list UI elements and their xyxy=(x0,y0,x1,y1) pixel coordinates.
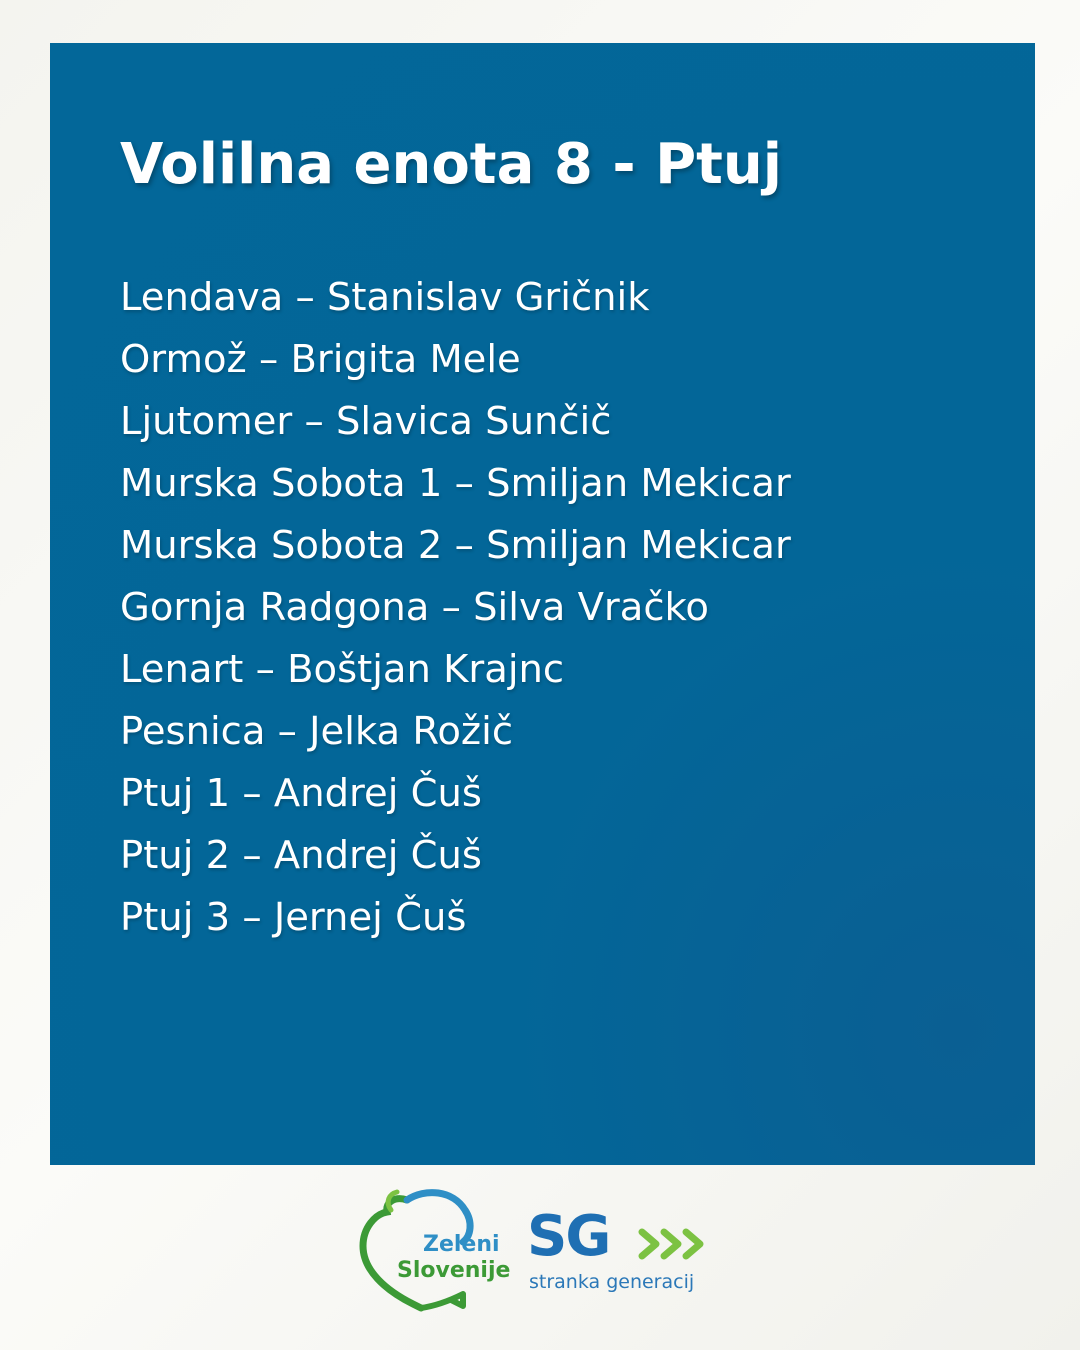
page-title: Volilna enota 8 - Ptuj xyxy=(120,132,782,197)
list-item: Lendava – Stanislav Gričnik xyxy=(120,275,650,320)
zeleni-logo-line2: Slovenije xyxy=(397,1258,511,1283)
sg-logo-subtitle: stranka generacij xyxy=(529,1271,695,1293)
list-item: Ptuj 3 – Jernej Čuš xyxy=(120,895,467,940)
list-item: Ptuj 2 – Andrej Čuš xyxy=(120,833,482,878)
list-item: Ormož – Brigita Mele xyxy=(120,337,521,382)
content-panel xyxy=(50,43,1035,1165)
sg-logo-letters: SG xyxy=(527,1204,610,1269)
list-item: Ljutomer – Slavica Sunčič xyxy=(120,399,612,444)
district-list xyxy=(120,267,791,949)
footer-logos xyxy=(355,1188,735,1328)
list-item: Murska Sobota 2 – Smiljan Mekicar xyxy=(120,523,791,568)
list-item: Lenart – Boštjan Krajnc xyxy=(120,647,565,692)
chevrons-right-icon xyxy=(638,1224,718,1264)
zeleni-logo-line1: Zeleni xyxy=(423,1232,500,1257)
list-item: Murska Sobota 1 – Smiljan Mekicar xyxy=(120,461,791,506)
list-item: Gornja Radgona – Silva Vračko xyxy=(120,585,709,630)
list-item: Ptuj 1 – Andrej Čuš xyxy=(120,771,482,816)
list-item: Pesnica – Jelka Rožič xyxy=(120,709,514,754)
